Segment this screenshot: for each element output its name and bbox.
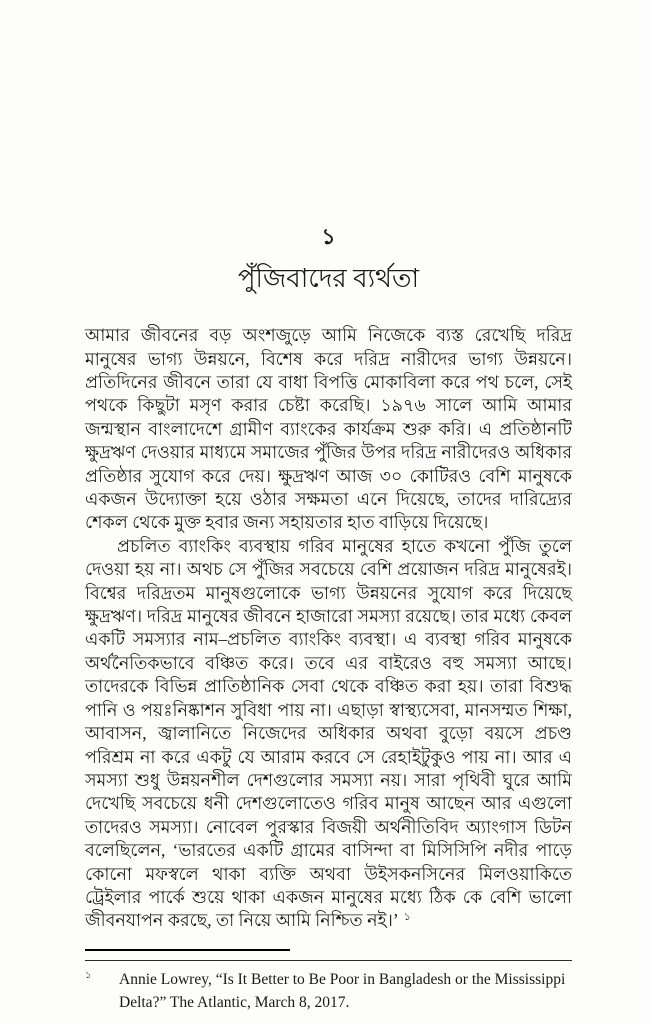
footnote-marker: ১ — [85, 969, 92, 981]
footnote — [85, 968, 572, 1014]
footnote-reference-mark: ১ — [403, 910, 411, 923]
body-text — [85, 324, 572, 933]
paragraph-2 — [85, 535, 572, 933]
footnote-separator-long-rule — [85, 960, 572, 961]
paragraph-1: আমার জীবনের বড় অংশজুড়ে আমি নিজেকে ব্যস্ত রেখেছি দরিদ্র মানুষের ভাগ্য উন্নয়নে, বিশেষ করে দরিদ্র নারীদের ভাগ্য উন্নয়নে। প্রতিদিনের জীবনে তারা যে বাধা বিপত্তি মোকাবিলা করে পথ চলে, সেই পথকে কিছুটা মসৃণ করার চেষ্টা করেছি। ১৯৭৬ সালে আমি আমার জন্মস্থান বাংলাদেশে গ্রামীণ ব্যাংকের কার্যক্রম শুরু করি। এ প্রতিষ্ঠানটি ক্ষুদ্রঋণ দেওয়ার মাধ্যমে সমাজের পুঁজির উপর দরিদ্র নারীদেরও অধিকার প্রতিষ্ঠার সুযোগ করে দেয়। ক্ষুদ্রঋণ আজ ৩০ কোটিরও বেশি মানুষকে একজন উদ্যোক্তা হয়ে ওঠার সক্ষমতা এনে দিয়েছে, তাদের দারিদ্র্যের শেকল থেকে মুক্ত হবার জন্য সহায়তার হাত বাড়িয়ে দিয়েছে। — [85, 325, 572, 533]
footnote-text: Annie Lowrey, “Is It Better to Be Poor in Bangladesh or the Mississippi Delta?” The Atlantic, March 8, 2017. — [119, 970, 566, 1011]
paragraph-2-text: প্রচলিত ব্যাংকিং ব্যবস্থায় গরিব মানুষের হাতে কখনো পুঁজি তুলে দেওয়া হয় না। অথচ সে পুঁজির সবচেয়ে বেশি প্রয়োজন দরিদ্র মানুষেরই। বিশ্বের দরিদ্রতম মানুষগুলোকে ভাগ্য উন্নয়নের সুযোগ করে দিয়েছে ক্ষুদ্রঋণ। দরিদ্র মানুষের জীবনে হাজারো সমস্যা রয়েছে। তার মধ্যে কেবল একটি সমস্যার নাম–প্রচলিত ব্যাংকিং ব্যবস্থা। এ ব্যবস্থা গরিব মানুষকে অর্থনৈতিকভাবে বঞ্চিত করে। তবে এর বাইরেও বহু সমস্যা আছে। তাদেরকে বিভিন্ন প্রাতিষ্ঠানিক সেবা থেকে বঞ্চিত করা হয়। তারা বিশুদ্ধ পানি ও পয়ঃনিষ্কাশন সুবিধা পায় না। এছাড়া স্বাস্থ্যসেবা, মানসম্মত শিক্ষা, আবাসন, জ্বালানিতে নিজেদের অধিকার অথবা বুড়ো বয়সে প্রচণ্ড পরিশ্রম না করে একটু যে আরাম করবে সে রেহাইটুকুও পায় না। আর এ সমস্যা শুধু উন্নয়নশীল দেশগুলোর সমস্যা নয়। সারা পৃথিবী ঘুরে আমি দেখেছি সবচেয়ে ধনী দেশগুলোতেও গরিব মানুষ আছেন আর এগুলো তাদেরও সমস্যা। নোবেল পুরস্কার বিজয়ী অর্থনীতিবিদ অ্যাংগাস ডিটন বলেছিলেন, ‘ভারতের একটি গ্রামের বাসিন্দা বা মিসিসিপি নদীর পাড়ে কোনো মফস্বলে থাকা ব্যক্তি অথবা উইসকনসিনের মিলওয়াকিতে ট্রেইলার পার্কে শুয়ে থাকা একজন মানুষের মধ্যে ঠিক কে বেশি ভালো জীবনযাপন করছে, তা নিয়ে আমি নিশ্চিত নই।’ — [85, 535, 572, 931]
footnote-separator-short-rule — [85, 949, 290, 951]
chapter-title: পুঁজিবাদের ব্যর্থতা — [237, 264, 420, 294]
footnote-area — [85, 949, 572, 1014]
chapter-number: ১ — [321, 224, 336, 249]
